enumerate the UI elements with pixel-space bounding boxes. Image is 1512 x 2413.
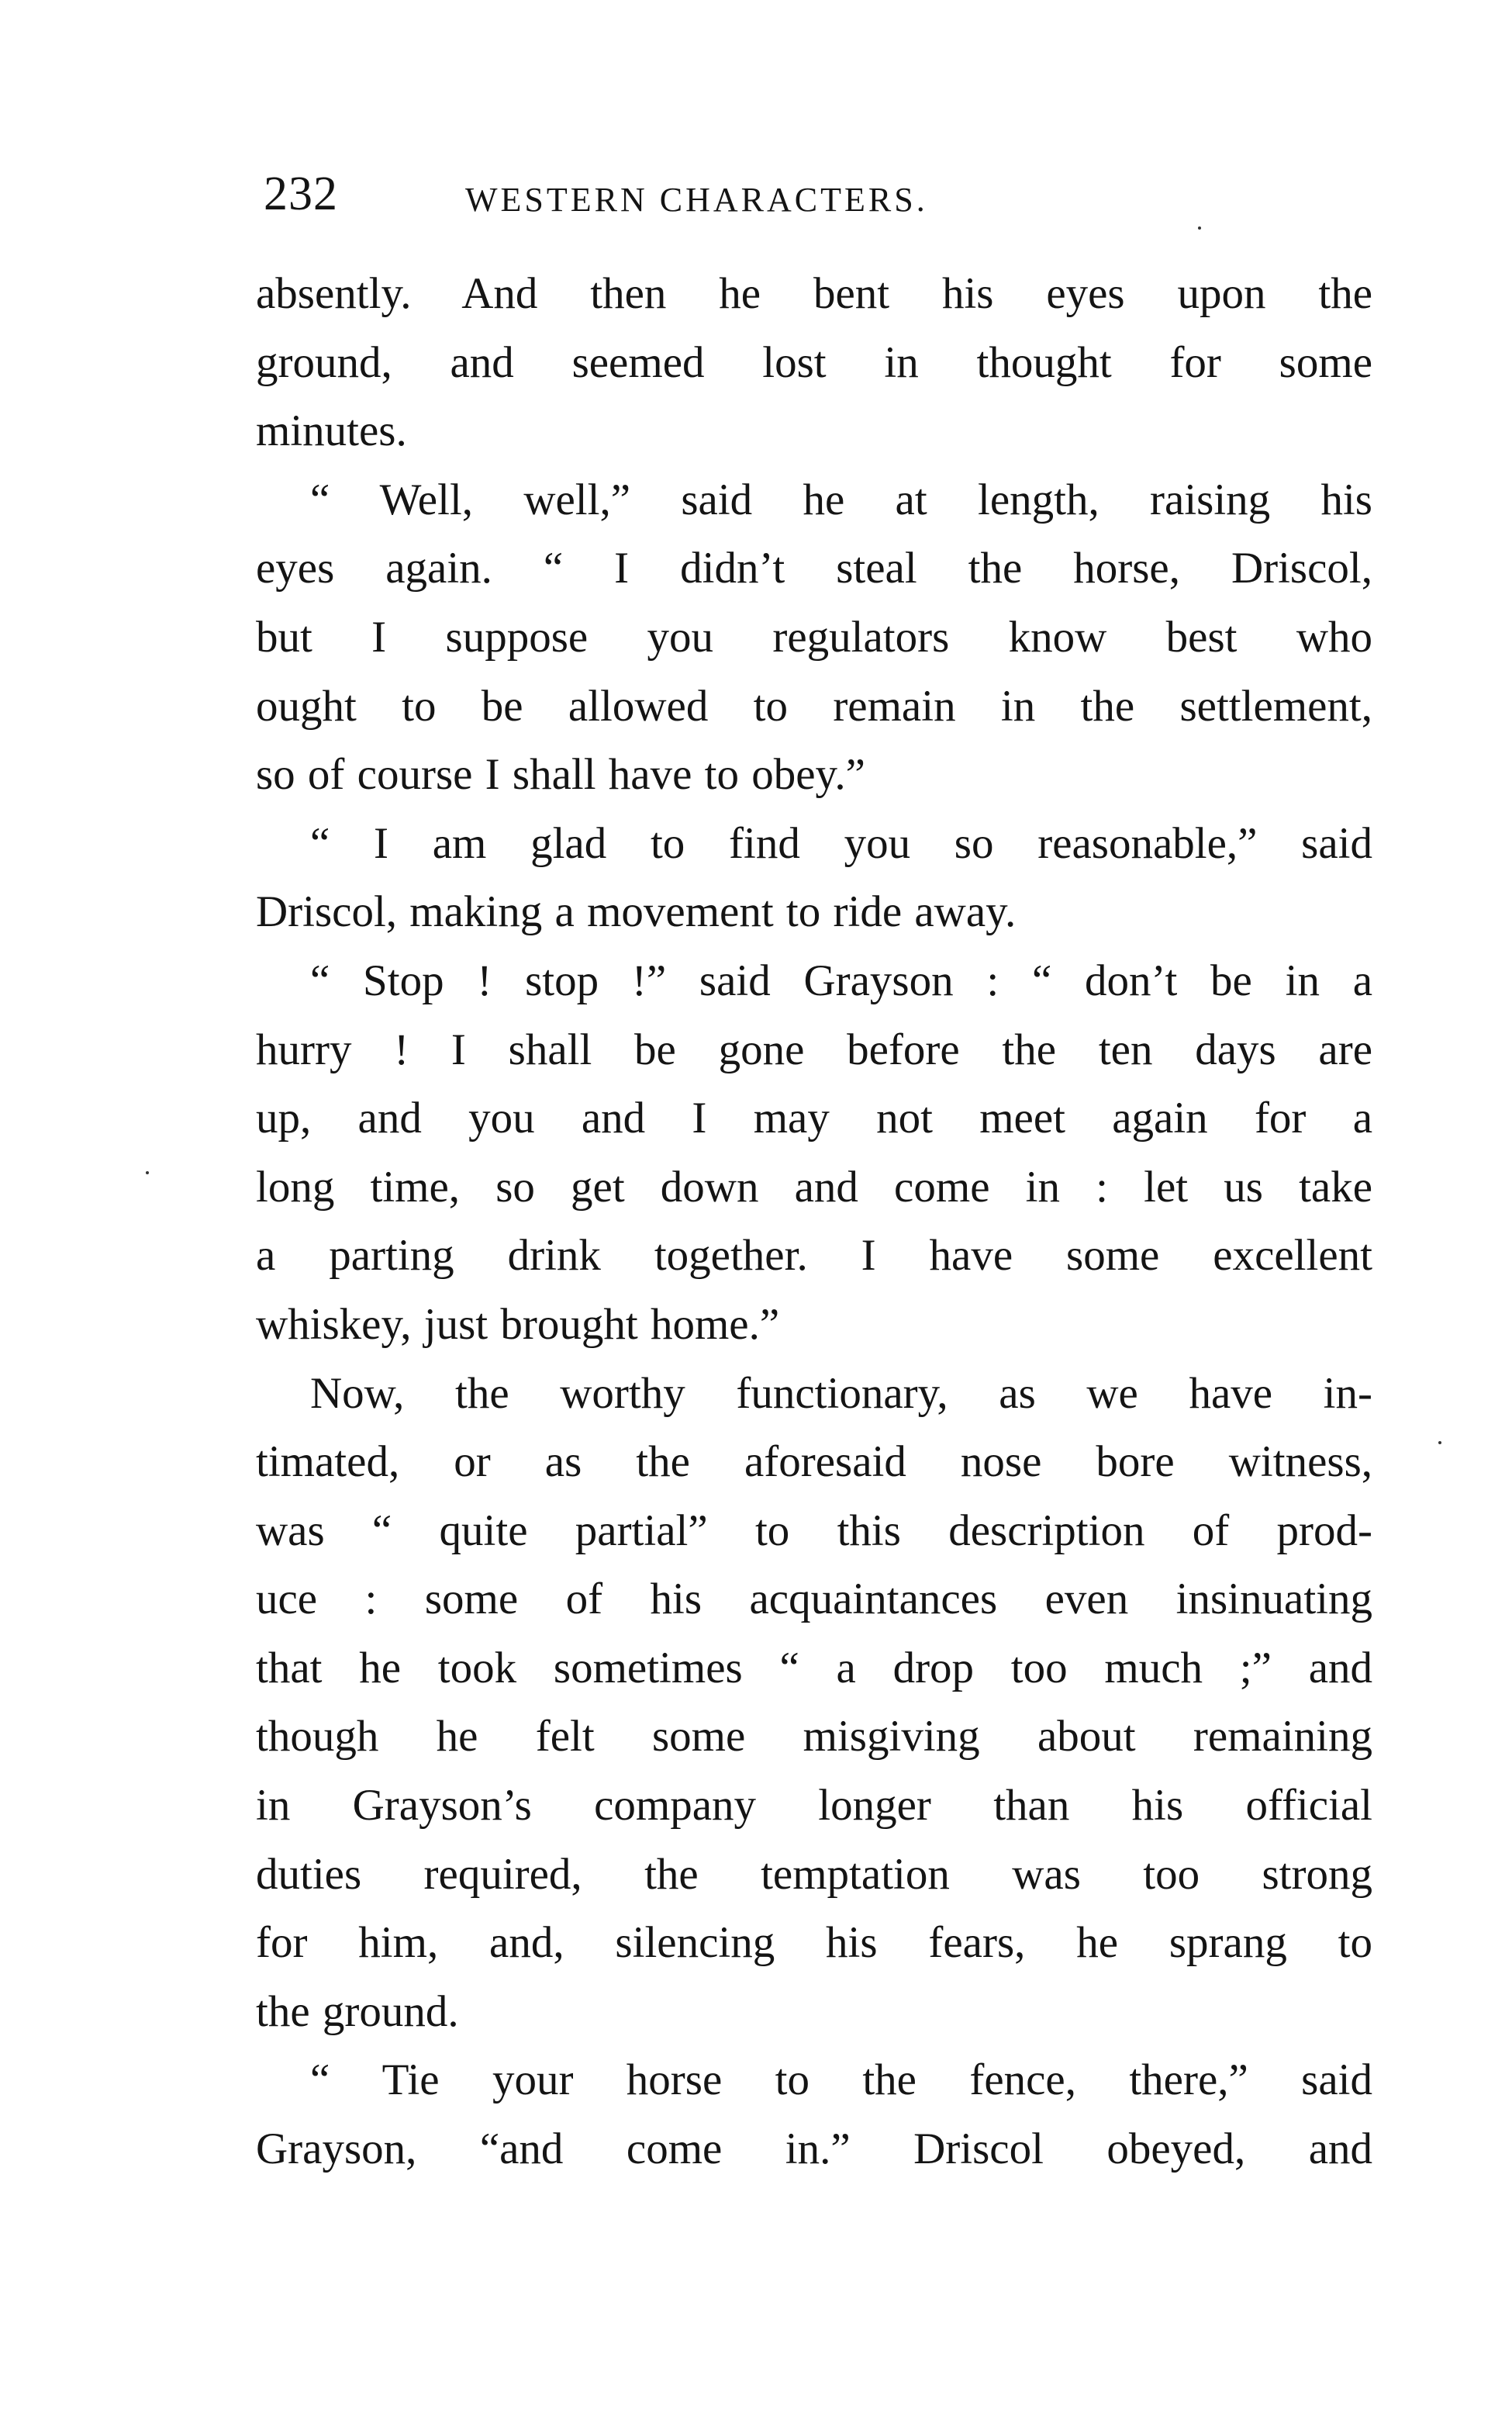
text-line: Now, the worthy functionary, as we have in- [310,1368,1372,1418]
text-line: “ I am glad to find you so reasonable,” said [310,818,1372,868]
text-line: whiskey, just brought home.” [256,1299,780,1349]
text-line: timated, or as the aforesaid nose bore witness, [256,1437,1372,1487]
running-head [264,159,1380,229]
text-line: so of course I shall have to obey.” [256,750,865,800]
paragraph [256,260,1372,466]
paragraph [256,947,1372,1360]
text-line: “ Tie your horse to the fence, there,” said [310,2055,1372,2105]
text-line: duties required, the temptation was too strong [256,1849,1372,1899]
text-line: was “ quite partial” to this description of prod- [256,1506,1372,1555]
text-line: for him, and, silencing his fears, he sprang to [256,1918,1372,1968]
text-line: hurry ! I shall be gone before the ten days are [256,1025,1372,1074]
paragraph [256,2046,1372,2183]
paragraph [256,466,1372,810]
text-line: “ Well, well,” said he at length, raising his [310,475,1372,524]
text-line: that he took sometimes “ a drop too much ;” and [256,1643,1372,1692]
paragraph [256,810,1372,947]
ink-speck [1438,1441,1441,1444]
paragraph [256,1360,1372,2047]
text-line: ought to be allowed to remain in the settlement, [256,681,1372,731]
text-line: the ground. [256,1986,459,2036]
text-line: Grayson, “and come in.” Driscol obeyed, and [256,2124,1372,2174]
text-line: in Grayson’s company longer than his official [256,1781,1372,1830]
running-title: WESTERN CHARACTERS. [465,181,928,219]
text-line: “ Stop ! stop !” said Grayson : “ don’t be in a [310,956,1372,1005]
ink-speck [1198,226,1201,230]
ink-speck [146,1171,149,1174]
text-line: though he felt some misgiving about remaining [256,1712,1372,1761]
text-line: Driscol, making a movement to ride away. [256,887,1017,937]
text-line: long time, so get down and come in : let us take [256,1162,1372,1212]
text-line: ground, and seemed lost in thought for some [256,337,1372,387]
body-text [256,260,1372,2184]
text-line: uce : some of his acquaintances even insinuating [256,1575,1372,1624]
text-line: eyes again. “ I didn’t steal the horse, Driscol, [256,544,1372,593]
text-line: up, and you and I may not meet again for a [256,1094,1372,1143]
text-line: a parting drink together. I have some excellent [256,1231,1372,1281]
page-number: 232 [264,168,338,220]
text-line: but I suppose you regulators know best who [256,612,1372,662]
text-line: minutes. [256,406,407,456]
text-line: absently. And then he bent his eyes upon the [256,269,1372,318]
